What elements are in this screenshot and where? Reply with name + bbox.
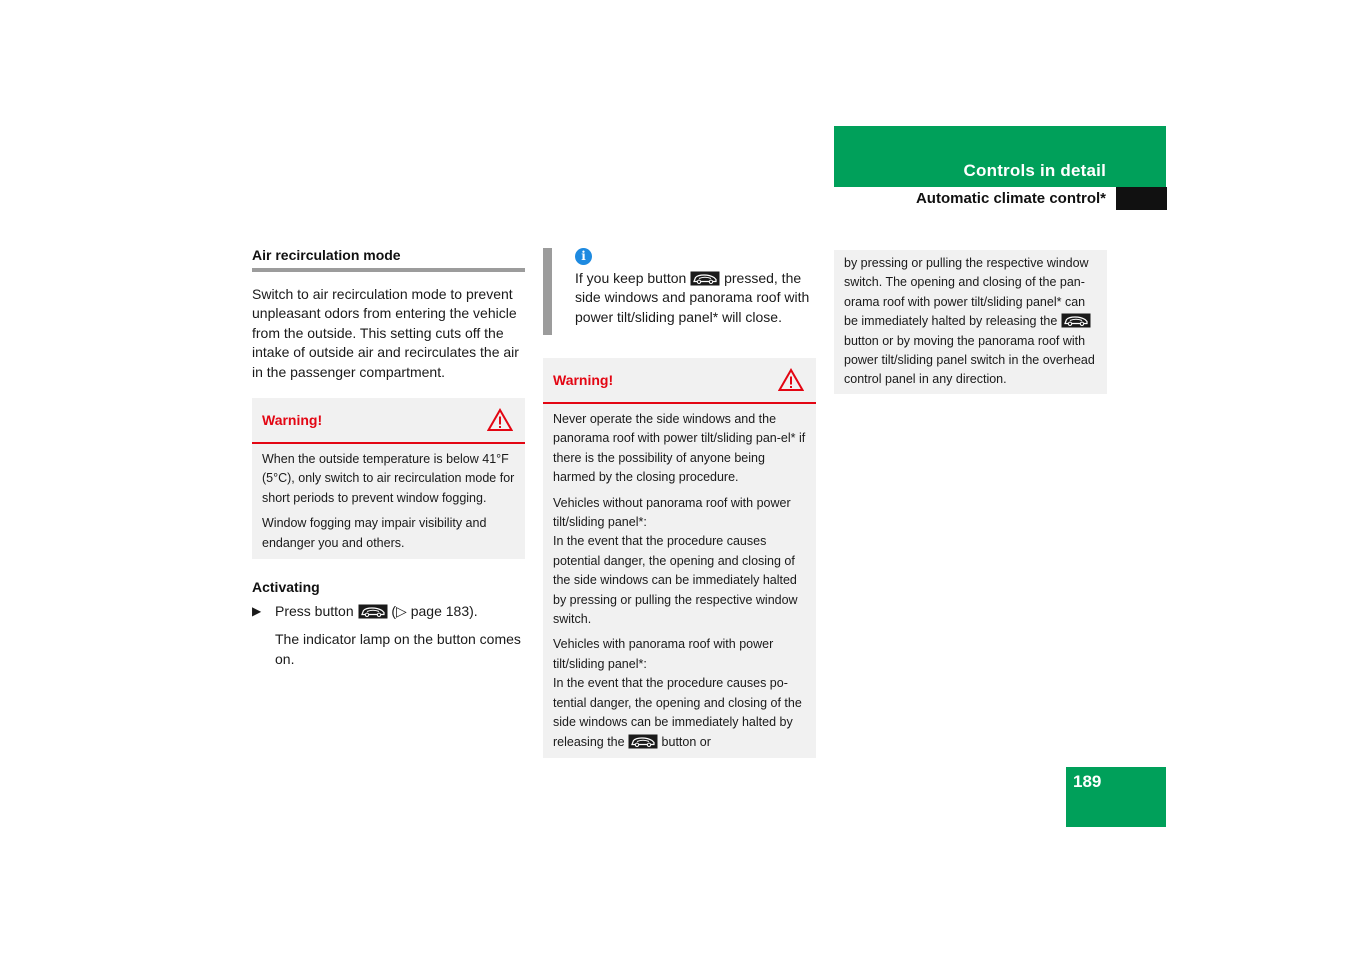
section-title: Controls in detail — [963, 161, 1106, 180]
air-recirculation-button-icon — [690, 271, 720, 286]
info-text-before: If you keep button — [575, 270, 687, 286]
step-text — [275, 602, 478, 621]
info-icon: i — [575, 248, 592, 265]
info-box — [543, 248, 816, 335]
warning-text: button or — [661, 734, 711, 749]
warning-body — [252, 444, 525, 559]
intro-paragraph: Switch to air recirculation mode to prevent unpleasant odors from entering the vehicle from the outside. This setting cuts off the intake of outside air and recirculates the air in the passenger compartment. — [252, 286, 519, 380]
right-column — [834, 250, 1107, 394]
continuation-text-before: by pressing or pulling the respective window switch. The opening and closing of the pan-orama roof with power tilt/sliding panel* can be immediately halted by releasing the — [844, 256, 1089, 329]
activating-step — [252, 602, 525, 621]
warning-box — [543, 358, 816, 758]
info-text-after: pressed, the side windows and panorama roof with power tilt/sliding panel* will close. — [575, 270, 810, 325]
warning-subheading: Vehicles with panorama roof with power tilt/sliding panel*: — [553, 637, 774, 671]
left-column — [252, 246, 525, 669]
warning-continuation-text — [844, 254, 1097, 390]
page-reference: (▷ page 183). — [391, 603, 478, 620]
step-result-wrap — [252, 630, 525, 669]
warning-subheading: Vehicles without panorama roof with power tilt/sliding panel*: — [553, 495, 791, 530]
info-text — [575, 269, 816, 327]
section-header — [834, 126, 1166, 187]
warning-paragraph — [553, 494, 806, 630]
warning-label: Warning! — [262, 412, 323, 429]
heading-rule — [252, 268, 525, 272]
step-bullet-icon: ▶ — [252, 604, 262, 619]
section-tab-marker — [1116, 187, 1167, 210]
warning-paragraph: Window fogging may impair visibility and endanger you and others. — [262, 516, 487, 550]
warning-triangle-icon — [487, 408, 513, 432]
warning-header — [543, 358, 816, 404]
middle-column — [543, 246, 816, 758]
warning-paragraph — [553, 635, 806, 751]
warning-body — [543, 404, 816, 758]
warning-continuation-box — [834, 250, 1107, 394]
air-recirculation-button-icon — [1061, 313, 1091, 328]
warning-text: In the event that the procedure causes potential danger, the opening and closing of the side windows can be immediately halted by pressing or pulling the respective window switch. — [553, 534, 798, 627]
step-press-text: Press button — [275, 603, 354, 620]
warning-box — [252, 398, 525, 559]
page-number-tab — [1066, 767, 1166, 827]
continuation-text-after: button or by moving the panorama roof with power tilt/sliding panel switch in the overhead control panel in any direction. — [844, 333, 1095, 387]
warning-paragraph: When the outside temperature is below 41°F (5°C), only switch to air recirculation mode for short periods to prevent window fogging. — [262, 452, 515, 505]
warning-label: Warning! — [553, 372, 614, 388]
air-recirculation-button-icon — [628, 734, 658, 749]
warning-triangle-icon — [778, 368, 804, 392]
warning-paragraph: Never operate the side windows and the panorama roof with power tilt/sliding pan-el* if there is the possibility of anyone being harmed by the closing procedure. — [553, 412, 806, 485]
warning-header — [252, 398, 525, 444]
air-recirculation-button-icon — [358, 604, 388, 619]
step-result: The indicator lamp on the button comes on. — [275, 631, 521, 667]
page-number: 189 — [1073, 772, 1102, 791]
air-recirculation-heading: Air recirculation mode — [252, 247, 401, 263]
subsection-title: Automatic climate control* — [915, 190, 1106, 207]
activating-heading: Activating — [252, 579, 320, 596]
warning-text: In the event that the procedure causes po-tential danger, the opening and closing of the side windows can be immediately halted by releasing the — [553, 676, 802, 749]
